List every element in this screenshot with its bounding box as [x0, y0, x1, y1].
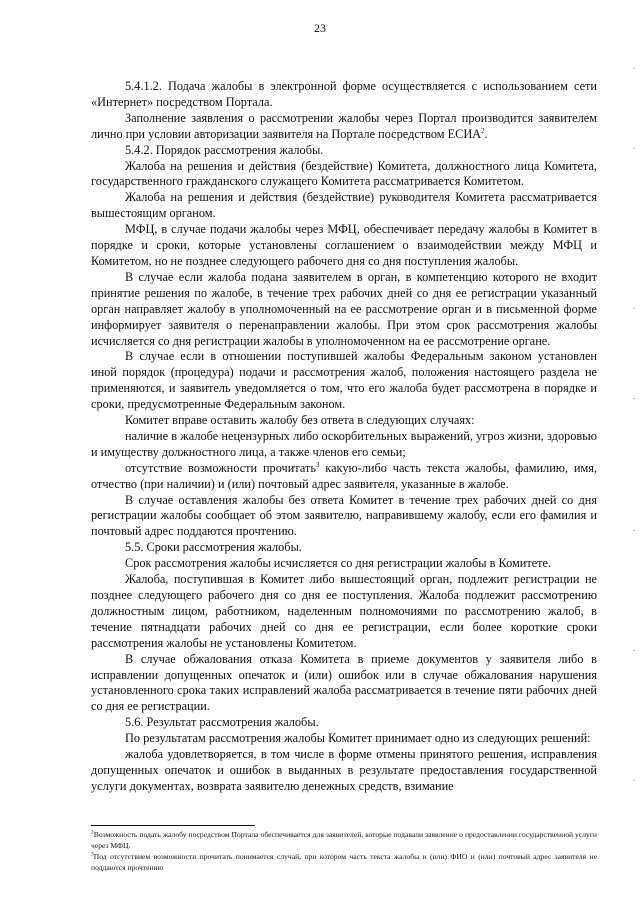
- paragraph-wrong-authority: В случае если жалоба подана заявителем в орган, в компетенцию которого не входит принятие решения по жалобе, в течение трех рабочих дней со дня ее регистрации указанный орган направляет жалобу в уполномоченный на ее рассмотрение орган и в письменной форме информирует заявителя о перенаправлении жалобы. При этом срок рассмотрения жалобы исчисляется со дня регистрации жалобы в уполномоченном на ее рассмотрение органе.: [91, 269, 597, 348]
- scan-margin-mark: [633, 650, 635, 651]
- paragraph-5-5: 5.5. Сроки рассмотрения жалобы.: [125, 540, 302, 555]
- scan-margin-mark: [633, 530, 635, 531]
- paragraph-portal-application: Заполнение заявления о рассмотрении жалобы через Портал производится заявителем лично при условии авторизации заявителя на Портале посредством ЕСИА$^2$.: [91, 110, 597, 141]
- scan-margin-mark: [633, 398, 635, 399]
- footnote-separator: [91, 825, 255, 826]
- paragraph-term-start: Срок рассмотрения жалобы исчисляется со дня регистрации жалобы в Комитете.: [125, 556, 552, 571]
- footnote-3: $^3$Под отсутствием возможности прочитать понимается случай, при котором часть текста жалобы и (или) ФИО и (или) почтовый адрес заявителя не поддаются прочтению: [91, 851, 597, 872]
- paragraph-5-4-1-2: 5.4.1.2. Подача жалобы в электронной форме осуществляется с использованием сети «Интернет» посредством Портала.: [91, 79, 597, 109]
- paragraph-5-6: 5.6. Результат рассмотрения жалобы.: [125, 715, 319, 730]
- paragraph-federal-law: В случае если в отношении поступившей жалобы Федеральным законом установлен иной порядок (процедура) подачи и рассмотрения жалоб, положения настоящего раздела не применяются, и заявитель уведомляется о том, что его жалоба будет рассмотрена в порядке и сроки, предусмотренные Федеральным законом.: [91, 349, 597, 412]
- paragraph-complaint-satisfied: жалоба удовлетворяется, в том числе в форме отмены принятого решения, исправления допущенных опечаток и ошибок в выданных в результате предоставления государственной услуги документах, возврата заявителю денежных средств, взимание: [91, 747, 597, 793]
- scan-margin-mark: [633, 68, 635, 69]
- scan-margin-mark: [633, 780, 635, 781]
- paragraph-no-answer-notice: В случае оставления жалобы без ответа Комитет в течение трех рабочих дней со дня регистрации жалобы сообщает об этом заявителю, направившему жалобу, если его фамилия и почтовый адрес поддаются прочтению.: [91, 492, 597, 539]
- page-number: 23: [314, 21, 326, 35]
- paragraph-head-complaint: Жалоба на решения и действия (бездействие) руководителя Комитета рассматривается вышестоящим органом.: [91, 190, 597, 221]
- paragraph-refusal-appeal: В случае обжалования отказа Комитета в приеме документов у заявителя либо в исправлении допущенных опечаток и (или) ошибок или в случае обжалования нарушения установленного срока таких исправлений жалоба рассматривается в течение пяти рабочих дней со дня ее регистрации.: [91, 651, 597, 714]
- paragraph-committee-complaint: Жалоба на решения и действия (бездействие) Комитета, должностного лица Комитета, государственного гражданского служащего Комитета рассматривается Комитетом.: [91, 158, 597, 189]
- scan-margin-mark: [633, 308, 635, 309]
- footnote-ref-2: 2: [481, 126, 485, 135]
- paragraph-unreadable: отсутствие возможности прочитать$^3$ какую-либо часть текста жалобы, фамилию, имя, отчество (при наличии) и (или) почтовый адрес заявителя, указанные в жалобе.: [91, 460, 597, 491]
- paragraph-decisions: По результатам рассмотрения жалобы Комитет принимает одно из следующих решений:: [125, 731, 591, 746]
- footnote-2: $^2$Возможность подать жалобу посредством Портала обеспечивается для заявителей, которые подавали заявление о предоставлении государственной услуги через МФЦ.: [91, 829, 597, 850]
- paragraph-no-answer-cases: Комитет вправе оставить жалобу без ответа в следующих случаях:: [125, 413, 475, 428]
- footnote-ref-3: 3: [315, 460, 320, 469]
- document-body: [91, 79, 597, 795]
- paragraph-mfc-transfer: МФЦ, в случае подачи жалобы через МФЦ, обеспечивает передачу жалобы в Комитет в порядке и сроки, которые установлены соглашением о взаимодействии между МФЦ и Комитетом, но не позднее следующего рабочего дня со дня поступления жалобы.: [91, 222, 597, 268]
- paragraph-5-4-2: 5.4.2. Порядок рассмотрения жалобы.: [125, 142, 324, 157]
- footnotes: [91, 829, 597, 873]
- paragraph-obscene-language: наличие в жалобе нецензурных либо оскорбительных выражений, угроз жизни, здоровью и имуществу должностного лица, а также членов его семьи;: [91, 428, 597, 459]
- paragraph-registration-term: Жалоба, поступившая в Комитет либо вышестоящий орган, подлежит регистрации не позднее следующего рабочего дня со дня ее поступления. Жалоба подлежит рассмотрению должностным лицом, работником, наделенным полномочиями по рассмотрению жалоб, в течение пятнадцати рабочих дней со дня ее регистрации, если более короткие сроки рассмотрения жалобы не установлены Комитетом.: [91, 572, 597, 650]
- scan-margin-mark: [633, 148, 635, 149]
